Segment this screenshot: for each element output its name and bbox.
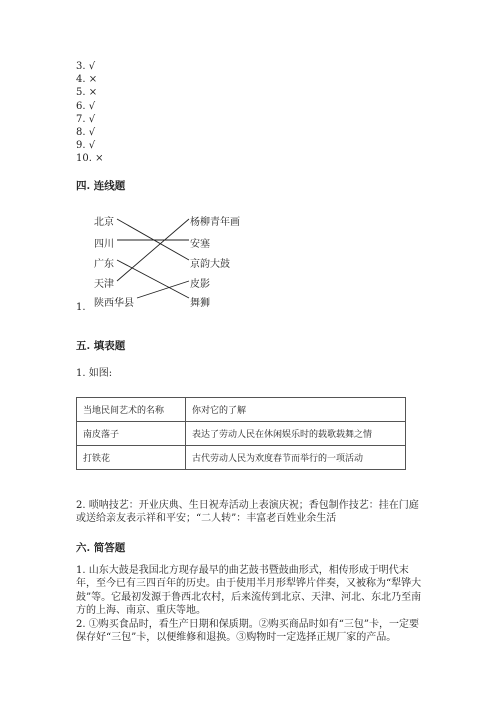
answer-paragraph-1: 1. 山东大鼓是我国北方现存最早的曲艺鼓书暨鼓曲形式，相传形成于明代末年，至今已有三四百年的历史。由于使用半月形犁铧片伴奏，又被称为“犁铧大鼓”等。它最初发源于鲁西北农村，后来流传到北京、天津、河北、东北乃至南方的上海、南京、重庆等地。 [76,565,422,617]
section-6-heading: 六. 简答题 [76,542,126,554]
connection-line [117,219,189,260]
left-item-beijing: 北京 [94,217,114,228]
connection-line [117,219,189,281]
answer-item: 4. × [76,74,98,86]
section-5-note [76,499,424,526]
section-5-sub: 1. 如图: [76,368,113,379]
table-header-cell: 你对它的了解 [186,398,406,422]
table-row [77,422,406,446]
right-item-yangliuqing: 杨柳青年画 [190,217,240,228]
answer-item: 6. √ [76,100,96,112]
table-row [77,398,406,422]
table-header-cell: 当地民间艺术的名称 [77,398,186,422]
answer-item: 3. √ [76,61,96,72]
left-item-tianjin: 天津 [94,279,114,290]
section-4-heading: 四. 连线题 [76,180,126,192]
folk-art-table [76,397,406,470]
answer-item: 7. √ [76,113,96,125]
answer-item: 9. √ [76,140,96,152]
answer-item: 5. × [76,87,98,99]
table-cell: 表达了劳动人民在休闲娱乐时的载歌载舞之情 [186,422,406,446]
table-cell: 南皮落子 [77,422,186,446]
section-6-answers [76,564,424,644]
question-number: 1. [76,302,86,313]
answer-item: 10. × [76,153,104,165]
left-item-shaanxi-huaxian: 陕西华县 [94,298,134,309]
connection-line [117,260,189,298]
section-5-heading: 五. 填表题 [76,340,126,352]
right-item-ansai: 安塞 [190,239,210,250]
note-text: 2. 唢呐技艺：开业庆典、生日祝寿活动上表演庆祝；香包制作技艺：挂在门庭或送给亲友表示祥和平安；“二人转”：丰富老百姓业余生活 [76,500,419,525]
connection-line [137,281,189,298]
right-item-jingyun-dagu: 京韵大鼓 [190,259,230,270]
table-row [77,446,406,470]
left-item-guangdong: 广东 [94,259,114,270]
left-item-sichuan: 四川 [94,239,114,250]
table-cell: 打铁花 [77,446,186,470]
right-item-wushi: 舞狮 [190,298,210,309]
answer-paragraph-2: 2. ①购买食品时，看生产日期和保质期。②购买商品时如有“三包”卡，一定要保存好“三包”卡，以便维修和退换。③购物时一定选择正规厂家的产品。 [76,618,419,644]
right-item-piying: 皮影 [190,279,210,290]
answer-list [76,60,103,166]
table-cell: 古代劳动人民为欢度春节而举行的一项活动 [186,446,406,470]
answer-item: 8. √ [76,127,96,139]
